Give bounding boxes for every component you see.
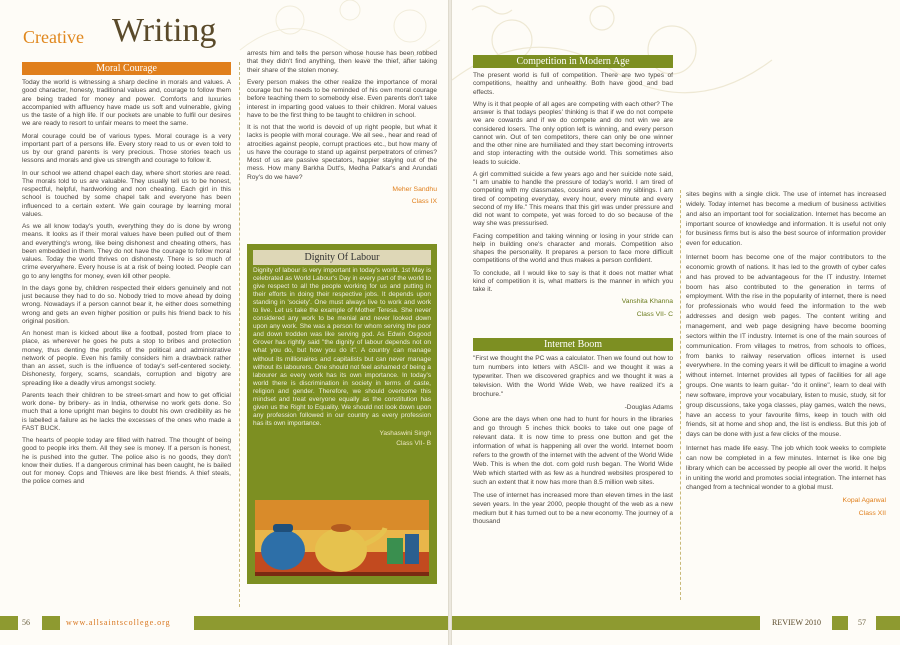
paragraph: In the days gone by, children respected their elders genuinely and not just because they had to do so. Nobody tried to move ahead by doing wrong. Nowadays if a person cannot bear it, he either does something wrong and gets an even higher position or pulls his friend back to his original position. xyxy=(22,284,231,325)
moral-courage-article xyxy=(22,62,231,491)
author-class: Class IX xyxy=(411,198,437,206)
paragraph: The hearts of people today are filled with hatred. The thought of being good to people irks them. All they see is money. If a person is honest, he is pushed into the gutter. The police also is no goods, they don't know their duties. If a dangerous criminal has been caught, he is bailed out for money. Cops and Thieves are like best friends. A thief steals, the police comes and xyxy=(22,437,231,486)
author-name: Vanshita Khanna xyxy=(621,298,673,306)
paragraph: The present world is full of competition. There are two types of competitions, healthy and unhealthy. Both have good and bad effects. xyxy=(473,72,673,96)
left-page xyxy=(0,0,448,645)
paragraph: Every person makes the other realize the importance of moral courage but he needs to be reminded of his own moral courage before teaching them to somebody else. Even parents don't take interest in imparting good values to their children. Moral values have to be the first thing to be taught to children in school. xyxy=(247,78,437,119)
author-class: Class VII- C xyxy=(636,310,673,318)
page-number-left: 56 xyxy=(22,618,30,627)
section-header-writing: Writing xyxy=(112,12,217,49)
footer-left xyxy=(0,616,448,630)
section-header-creative: Creative xyxy=(23,27,84,47)
internet-boom-article xyxy=(473,338,673,531)
column-divider xyxy=(680,190,681,600)
paragraph: As we all know today's youth, everything they do is done by wrong means. It looks as if their moral values have been pulled out of them and everything's wrong, like being dishonest and cheating others, has been embedded in them. They do not have the courage to follow moral values. Today the world thrives on dishonesty. There is so much of crime everywhere. Every house is at a risk of being looted. People can go to any lengths for money, even kill other people. xyxy=(22,223,231,280)
author-name: Kopal Agarwal xyxy=(842,497,886,505)
author-name: Yashaswini Singh xyxy=(379,429,431,437)
column-divider xyxy=(239,62,240,607)
internet-boom-continued xyxy=(686,190,886,522)
journal-title: REVIEW 2010 xyxy=(772,618,821,627)
website-url: www.allsaintscollege.org xyxy=(66,618,171,627)
quote: "First we thought the PC was a calculator. Then we found out how to turn numbers into letters with ASCII- and we thought it was a typewriter. Then we discovered graphics and we thought it was a television. With the World Wide Web, we have realized it's a brochure." xyxy=(473,355,673,398)
paragraph: sites begins with a single click. The use of internet has increased widely. Today internet has become a medium of business activities and also an important tool for socialization. Internet has become an important source of knowledge and information. It is useful not only for business firms but is also the best source of information provider even for education. xyxy=(686,191,886,248)
paragraph: Moral courage could be of various types. Moral courage is a very important part of a persons life. Every story read to us or even told to us by our grand parents is very precious. Those stories teach us lessons and morals and give us strength and courage to follow it. xyxy=(22,132,231,165)
author-class: Class VII- B xyxy=(396,440,431,448)
paragraph: Facing competition and taking winning or losing in your stride can help in building one's character and morals. Competition also shapes the personality. It prepares a person to face more difficult competitions of the world and thus makes a person confident. xyxy=(473,232,673,265)
teapot-painting-image xyxy=(255,500,429,576)
paragraph: A girl committed suicide a few years ago and her suicide note said, "I am unable to handle the pressure of today's world. I am tired of competing with my classmates, cousins and even my siblings. I am tired of competing everyday, every hour, every minute and every second of my life." This means that this girl was under pressure and did not want to compete, yet was forced to do so because of the way she was pressurised. xyxy=(473,170,673,228)
right-page xyxy=(452,0,900,645)
moral-courage-title: Moral Courage xyxy=(22,62,231,75)
competition-article xyxy=(473,55,673,323)
paragraph: Gone are the days when one had to hunt for hours in the libraries and go through 5 inches thick books to take out one page of relevant data. It is now time to press one button and get the information of what is happening all over the world. Internet boom refers to the growth of the internet with the advent of the World Wide Web. This is when the dot. com gold rush began. The World Wide Web which started with as few as a hundred websites prospered to such an extent that it now has more than 8.5 million web sites. xyxy=(473,416,673,486)
internet-boom-title: Internet Boom xyxy=(473,338,673,351)
paragraph: In our school we attend chapel each day, where short stories are read. The morals told to us are valuable. They usually tell us to be honest, respectful, helpful, hardworking and non cheating. Each girl in this school is touched by some chapel talk and everyone has been influenced to a certain extent. We gain courage by learning moral values. xyxy=(22,169,231,218)
paragraph: Internet has made life easy. The job which took weeks to complete can now be completed in a few minutes. Internet is like one big library which can be accessed by people all over the world. It helps in uniting the world and promotes social integration. The internet has changed from a technical wonder to a global must. xyxy=(686,445,886,492)
quote-author: -Douglas Adams xyxy=(624,403,673,411)
paragraph: To conclude, all I would like to say is that it does not matter what kind of competition it is, what matters is the manner in which you take it. xyxy=(473,269,673,293)
paragraph: It is not that the world is devoid of up right people, but what it lacks is people with moral courage. We all see., hear and read of atrocities against people, corrupt practices etc., but how many of us have the courage to stand up against perpetrators of crimes? Most of us are passive spectators, happier staying out of the mess. How many Barkha Dutt's, Medha Patkar's and Arundati Roy's do we have? xyxy=(247,124,437,181)
paragraph: arrests him and tells the person whose house has been robbed that they didn't find anything, then leave the thief, after taking their share of the stolen money. xyxy=(247,50,437,74)
moral-courage-continued xyxy=(247,50,437,211)
paragraph: Today the world is witnessing a sharp decline in morals and values. A good character, honesty, traditional values and, courage to follow them are being traded for money and power. Comforts and luxuries accompanied with affluency have made us soft and vulnerable, giving us the taste of a high life. If our pockets are unable to fulfil our desires we are ready to resort to unfair means to meet the same. xyxy=(22,79,231,128)
author-name: Meher Sandhu xyxy=(392,185,437,193)
paragraph: Internet boom has become one of the major contributors to the economic growth of nations. It has led to the growth of cyber cafes and has proved to be advantageous for the IT industry. Internet boom has also contributed to the generation in terms of employment. With the rise in the popularity of internet, there is need for professionals who would feed the information to the web addresses and design web pages. The content writing and management, and web page designing have become booming sectors within the IT industry. Internet is one of the main sources of communication. From villages to metros, from schools to offices, from banks to railway reservation offices internet is used everywhere. In the coming years it will be difficult to imagine a world without internet. Internet provides all types of facilities for all age groups. One wants to learn guitar- "do it online", learn to deal with new software, improve your vocabulary, listen to music, study, sit for group discussions, take yoga classes, play games, watch the news, have an access to your favourite films, keep in touch with old friends, sit at home and shop and, the list is endless. But this job of days can be done with just a few clicks of the mouse. xyxy=(686,254,886,439)
dignity-of-labour-text: Dignity of labour is very important in today's world. 1st May is celebrated as World Labour's Day in every part of the world to give respect to all the people working for us and putting in their efforts in doing their respective jobs. It depends upon standing in 'society'. One must always live to work and work to live. Let us take the example of Mother Teresa. She never considered any work to be menial and never looked down upon any work. She was a person for whom serving the poor and down trodden was like serving god. As Edwin Osgood Grover has rightly said "the dignity of labour depends not on what you do, but how you do it". A country can manage without its millionaires and capitalists but can never manage without its labourers. One should not feel ashamed of being a labourer as every work has its own importance. In today's world there is discrimination in society in terms of caste, religion and gender. Therefore, we should overcome this mindset and treat everyone equally as the constitution has given us the Right to Equality. We should not look down upon any profession followed in our country as every profession has its own importance. xyxy=(253,267,431,427)
paragraph: The use of internet has increased more than eleven times in the last seven years. In the year 2000, people thought of the web as a new medium but it has turned out to be a new economy. The journey of a thousand xyxy=(473,491,673,526)
paragraph: Parents teach their children to be street-smart and how to get official work done- by bribery- as in India, otherwise no work gets done. So much that a lone upright man begins to doubt his own credibility as he is labelled a failure as he lacks the excesses of the ones who made a FAST BUCK. xyxy=(22,391,231,432)
paragraph: Why is it that people of all ages are competing with each other? The answer is that todays peoples' thinking is that if we do not compete we are cowards and if we do compete and do not win we are considered losers. The only option left is winning, and every person cannot win. Out of ten competitors, there can only be one winner and the other nine are humiliated and they start becoming introverts and stop interacting with the outside world. This sometimes also leads to suicide. xyxy=(473,100,673,166)
competition-title: Competition in Modern Age xyxy=(473,55,673,68)
author-class: Class XII xyxy=(858,509,886,517)
footer-right xyxy=(452,616,900,630)
dignity-of-labour-title: Dignity Of Labour xyxy=(253,250,431,265)
page-number-right: 57 xyxy=(858,618,866,627)
paragraph: An honest man is kicked about like a football, posted from place to place, as wherever he goes he puts a stop to bribes and protection money, thus denting the profits of the political and administrative network of people. Even his family considers him a drawback rather than an asset, such is the influence of today's self-centered society. Dishonesty, forgery, scams, scandals, corruption and bigotry are spreading like a deadly virus amongst society. xyxy=(22,330,231,387)
